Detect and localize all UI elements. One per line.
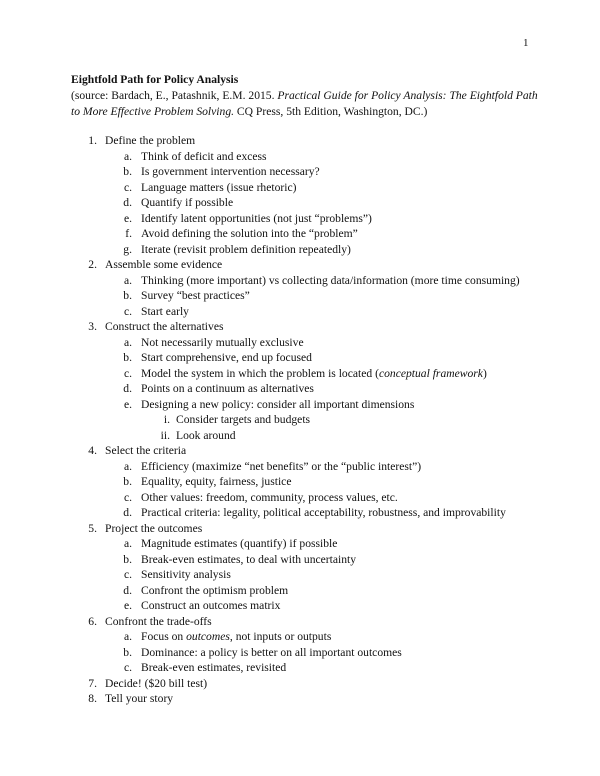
list-marker: a.: [123, 537, 132, 550]
sub-item: [0, 304, 600, 320]
document-title: Eightfold Path for Policy Analysis: [71, 73, 239, 86]
step-item: [0, 319, 600, 335]
list-marker: f.: [125, 227, 132, 240]
sub-item: [0, 645, 600, 661]
list-marker: b.: [123, 645, 132, 659]
list-item-text: Start comprehensive, end up focused: [141, 351, 312, 364]
list-marker: c.: [123, 304, 132, 318]
list-item-text: [141, 629, 331, 645]
step-item: [0, 443, 600, 459]
list-item-text: Confront the trade-offs: [105, 614, 212, 628]
list-item-text: Project the outcomes: [105, 521, 203, 535]
source-book-title: Practical Guide for Policy Analysis: The Eightfold Path to More Effective Problem Solving.: [71, 89, 538, 118]
text-emphasis: outcomes: [186, 630, 230, 643]
list-marker: 4.: [88, 444, 97, 457]
sub-item: [0, 536, 600, 552]
list-marker: c.: [123, 661, 132, 674]
sub-item: [0, 242, 600, 258]
list-item-text: Is government intervention necessary?: [141, 165, 320, 178]
step-item: [0, 614, 600, 630]
list-item-text: Quantify if possible: [141, 196, 234, 209]
sub-item: [0, 629, 600, 645]
source-suffix: CQ Press, 5th Edition, Washington, DC.): [234, 105, 428, 118]
list-marker: c.: [123, 490, 132, 504]
list-marker: ii.: [160, 428, 170, 442]
list-marker: a.: [123, 630, 132, 643]
list-marker: i.: [163, 413, 170, 426]
list-marker: b.: [123, 552, 132, 566]
sub-item: [0, 567, 600, 583]
sub-item: [0, 381, 600, 397]
sub-item: [0, 552, 600, 568]
source-citation: [71, 88, 541, 120]
list-item-text: Magnitude estimates (quantify) if possible: [141, 537, 338, 550]
list-marker: 7.: [88, 676, 97, 690]
sub-item: [0, 335, 600, 351]
list-marker: e.: [123, 599, 132, 612]
sub-item: [0, 288, 600, 304]
list-marker: d.: [123, 583, 132, 597]
text-part: ): [482, 366, 487, 380]
list-item-text: Confront the optimism problem: [141, 583, 289, 597]
step-item: [0, 676, 600, 692]
list-marker: b.: [123, 165, 132, 178]
list-item-text: Consider targets and budgets: [176, 413, 311, 426]
list-marker: e.: [123, 211, 132, 225]
list-marker: c.: [123, 568, 132, 581]
list-marker: 2.: [88, 258, 97, 271]
list-item-text: Tell your story: [105, 692, 174, 705]
sub-sub-item: [0, 412, 600, 428]
list-marker: 3.: [88, 320, 97, 333]
sub-item: [0, 598, 600, 614]
sub-item: [0, 660, 600, 676]
text-part: Focus on: [141, 630, 187, 643]
list-item-text: Start early: [141, 304, 189, 318]
list-item-text: Dominance: a policy is better on all important outcomes: [141, 645, 402, 659]
list-marker: b.: [123, 351, 132, 364]
sub-item: [0, 149, 600, 165]
list-marker: e.: [123, 397, 132, 411]
list-item-text: Language matters (issue rhetoric): [141, 180, 297, 194]
list-marker: 6.: [88, 614, 97, 628]
list-item-text: Select the criteria: [105, 444, 187, 457]
sub-item: [0, 211, 600, 227]
text-emphasis: conceptual framework: [378, 366, 483, 380]
list-marker: a.: [123, 149, 132, 163]
sub-item: [0, 490, 600, 506]
list-item-text: Break-even estimates, revisited: [141, 661, 287, 674]
list-marker: d.: [123, 506, 132, 519]
text-part: , not inputs or outputs: [229, 630, 332, 643]
step-item: [0, 521, 600, 537]
list-item-text: Iterate (revisit problem definition repeatedly): [141, 242, 351, 256]
list-item-text: Construct an outcomes matrix: [141, 599, 281, 612]
list-marker: c.: [123, 180, 132, 194]
list-item-text: Avoid defining the solution into the “problem”: [141, 227, 358, 240]
list-marker: 8.: [88, 692, 97, 705]
list-item-text: Look around: [176, 428, 236, 442]
list-marker: 5.: [88, 521, 97, 535]
list-item-text: [141, 366, 487, 382]
list-marker: d.: [123, 382, 132, 395]
list-marker: 1.: [88, 134, 97, 147]
list-item-text: Equality, equity, fairness, justice: [141, 475, 292, 488]
sub-item: [0, 505, 600, 521]
sub-item: [0, 397, 600, 413]
sub-sub-item: [0, 428, 600, 444]
list-marker: c.: [123, 366, 132, 380]
list-item-text: Thinking (more important) vs collecting data/information (more time consuming): [141, 273, 520, 287]
sub-item: [0, 226, 600, 242]
list-item-text: Efficiency (maximize “net benefits” or the “public interest”): [141, 459, 422, 473]
list-item-text: Sensitivity analysis: [141, 568, 231, 581]
list-marker: b.: [123, 475, 132, 488]
source-prefix: (source: Bardach, E., Patashnik, E.M. 2015.: [71, 89, 278, 102]
step-item: [0, 691, 600, 707]
step-item: [0, 257, 600, 273]
list-marker: a.: [123, 459, 132, 473]
list-item-text: Points on a continuum as alternatives: [141, 382, 314, 395]
sub-item: [0, 180, 600, 196]
list-item-text: Practical criteria: legality, political acceptability, robustness, and improvability: [141, 506, 506, 519]
list-marker: b.: [123, 289, 132, 302]
step-item: [0, 133, 600, 149]
list-item-text: Define the problem: [105, 134, 196, 147]
list-item-text: Decide! ($20 bill test): [105, 676, 208, 690]
list-item-text: Survey “best practices”: [141, 289, 250, 302]
sub-item: [0, 195, 600, 211]
list-marker: a.: [123, 335, 132, 349]
list-item-text: Think of deficit and excess: [141, 149, 267, 163]
sub-item: [0, 273, 600, 289]
text-part: Model the system in which the problem is located (: [141, 366, 379, 380]
list-item-text: Other values: freedom, community, process values, etc.: [141, 490, 398, 504]
list-item-text: Assemble some evidence: [105, 258, 223, 271]
sub-item: [0, 350, 600, 366]
sub-item: [0, 164, 600, 180]
list-marker: d.: [123, 196, 132, 209]
eightfold-outline: [0, 133, 600, 707]
sub-item: [0, 366, 600, 382]
list-item-text: Construct the alternatives: [105, 320, 224, 333]
sub-item: [0, 459, 600, 475]
list-item-text: Not necessarily mutually exclusive: [141, 335, 304, 349]
sub-item: [0, 474, 600, 490]
list-item-text: Designing a new policy: consider all important dimensions: [141, 397, 415, 411]
list-item-text: Break-even estimates, to deal with uncertainty: [141, 552, 357, 566]
list-item-text: Identify latent opportunities (not just “problems”): [141, 211, 372, 225]
page-number: 1: [523, 37, 529, 49]
list-marker: g.: [123, 242, 132, 256]
list-marker: a.: [123, 273, 132, 287]
sub-item: [0, 583, 600, 599]
